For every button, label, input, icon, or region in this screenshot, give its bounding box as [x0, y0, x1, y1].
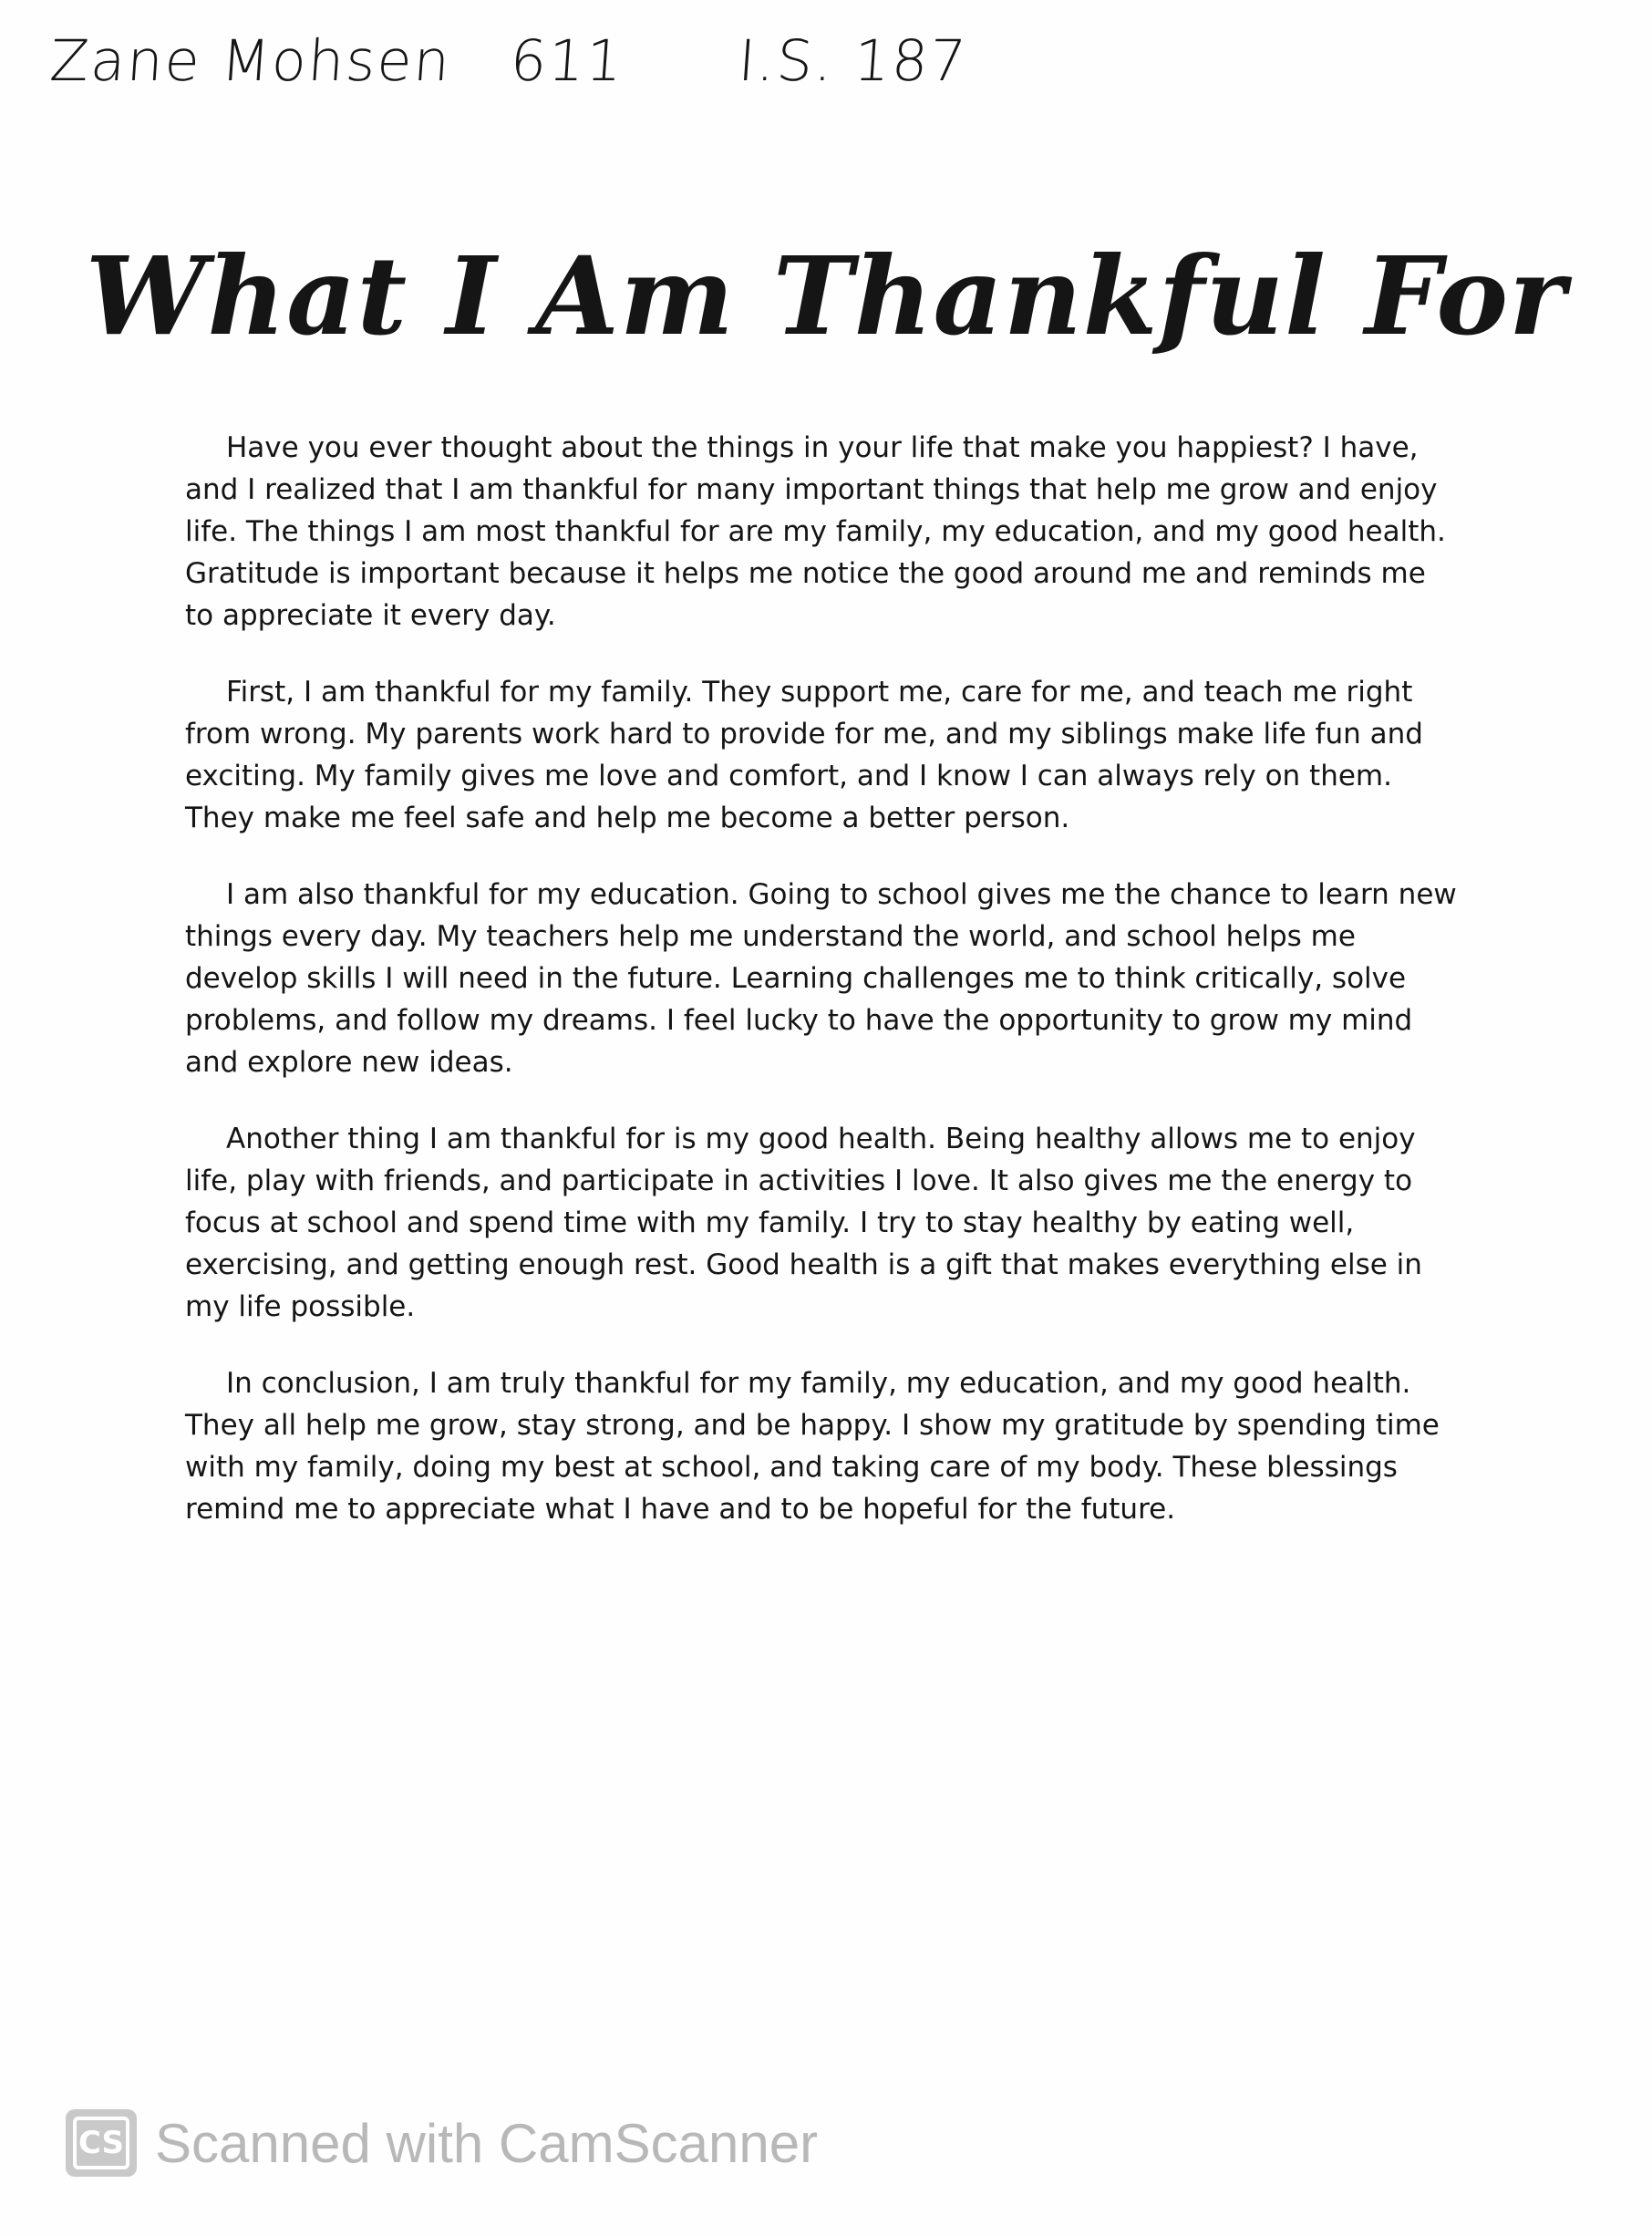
- essay-body: [185, 427, 1457, 1565]
- camscanner-watermark: [66, 2107, 818, 2179]
- class-number: 611: [508, 27, 626, 94]
- paragraph-education: I am also thankful for my education. Going to school gives me the chance to learn new things every day. My teachers help me understand the world, and school helps me develop skills I will need in the future. Learning challenges me to think critically, solve problems, and follow my dreams. I feel lucky to have the opportunity to grow my mind and explore new ideas.: [185, 878, 1457, 1079]
- camscanner-logo-icon: [66, 2109, 137, 2177]
- paragraph-family: First, I am thankful for my family. They support me, care for me, and teach me right from wrong. My parents work hard to provide for me, and my siblings make life fun and exciting. My family gives me love and comfort, and I know I can always rely on them. They make me feel safe and help me become a better person.: [185, 676, 1423, 834]
- camscanner-logo-text: CS: [73, 2117, 129, 2169]
- paragraph-health: Another thing I am thankful for is my good health. Being healthy allows me to enjoy life, play with friends, and participate in activities I love. It also gives me the energy to focus at school and spend time with my family. I try to stay healthy by eating well, exercising, and getting enough rest. Good health is a gift that makes everything else in my life possible.: [185, 1123, 1422, 1323]
- watermark-text: Scanned with CamScanner: [155, 2112, 819, 2174]
- school-name: I.S. 187: [736, 27, 970, 94]
- essay-title: What I Am Thankful For: [85, 233, 1567, 359]
- student-name: Zane Mohsen: [47, 27, 454, 94]
- paragraph-conclusion: In conclusion, I am truly thankful for my family, my education, and my good health. They all help me grow, stay strong, and be happy. I show my gratitude by spending time with my family, doing my best at school, and taking care of my body. These blessings remind me to appreciate what I have and to be hopeful for the future.: [185, 1367, 1440, 1526]
- paragraph-intro: Have you ever thought about the things in your life that make you happiest? I have, and I realized that I am thankful for many important things that help me grow and enjoy life. The things I am most thankful for are my family, my education, and my good health. Gratitude is important because it helps me notice the good around me and reminds me to appreciate it every day.: [185, 431, 1446, 632]
